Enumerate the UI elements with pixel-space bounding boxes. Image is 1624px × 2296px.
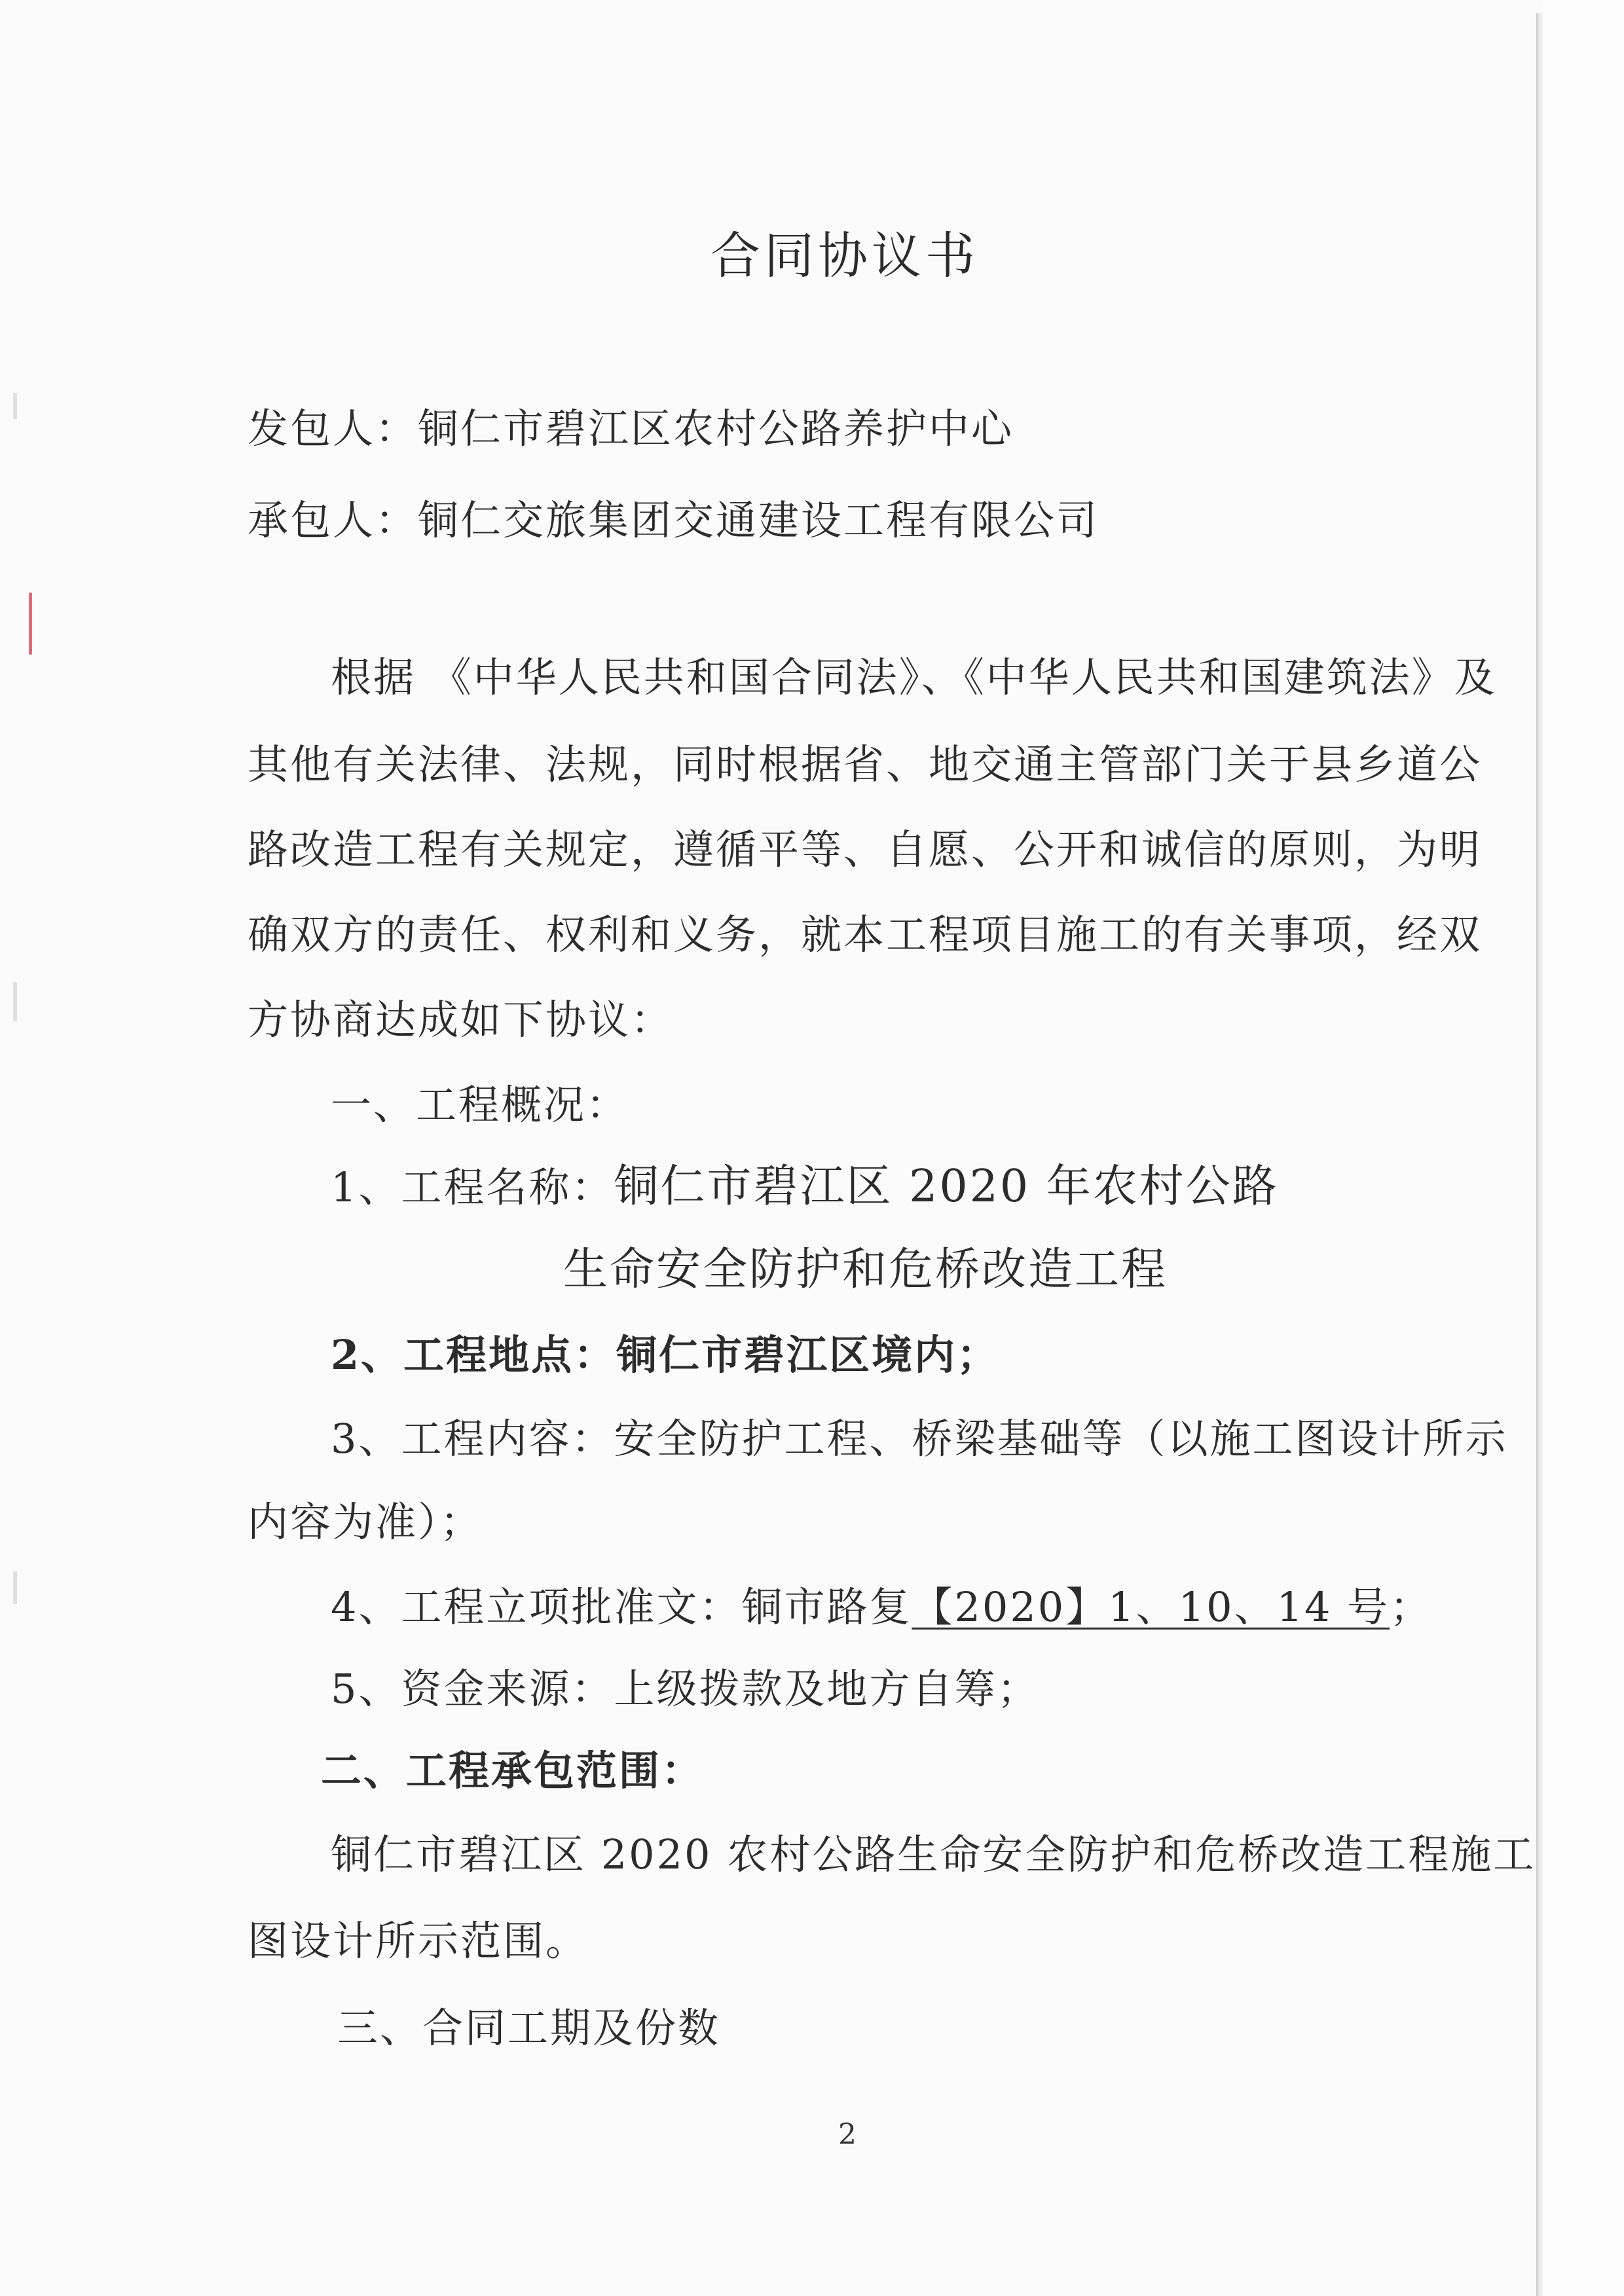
item4-label: 4、工程立项批准文：铜市路复: [331, 1583, 912, 1631]
document-title: 合同协议书: [710, 227, 979, 285]
preamble-line-4: 确双方的责任、权利和义务，就本工程项目施工的有关事项，经双: [248, 911, 1483, 958]
preamble-line-3: 路改造工程有关规定，遵循平等、自愿、公开和诚信的原则，为明: [248, 826, 1483, 873]
adjacent-page: [1543, 0, 1624, 2296]
employer-name: 铜仁市碧江区农村公路养护中心: [418, 405, 1014, 452]
section2-line-1: 铜仁市碧江区 2020 农村公路生命安全防护和危桥改造工程施工: [331, 1831, 1536, 1878]
preamble-line-1: 根据 《中华人民共和国合同法》、《中华人民共和国建筑法》及: [331, 653, 1497, 701]
item1-line: [331, 1161, 1279, 1214]
preamble-line-2: 其他有关法律、法规，同时根据省、地交通主管部门关于县乡道公: [248, 740, 1483, 788]
page-number: 2: [838, 2118, 857, 2151]
item3-line-1: 3、工程内容：安全防护工程、桥梁基础等（以施工图设计所示: [331, 1415, 1508, 1463]
employer-label: 发包人：: [248, 405, 418, 452]
preamble-line-5: 方协商达成如下协议：: [248, 996, 674, 1044]
item1-label: 1、工程名称：: [331, 1163, 614, 1211]
section2-line-2: 图设计所示范围。: [248, 1917, 589, 1965]
contractor-line: [248, 494, 1099, 547]
contractor-name: 铜仁交旅集团交通建设工程有限公司: [418, 496, 1099, 544]
section2-heading: 二、工程承包范围：: [321, 1747, 705, 1795]
employer-line: [248, 403, 1014, 455]
contractor-label: 承包人：: [248, 496, 418, 544]
binding-speck: [13, 393, 17, 419]
section3-heading: 三、合同工期及份数: [337, 2004, 721, 2052]
red-margin-mark: [29, 592, 32, 655]
item3-line-2: 内容为准）；: [248, 1498, 483, 1546]
item2-location: 2、工程地点：铜仁市碧江区境内；: [331, 1331, 1000, 1379]
page-edge-shadow: [1536, 13, 1543, 2296]
item1-value-continued: 生命安全防护和危桥改造工程: [563, 1244, 1168, 1296]
binding-speck: [13, 982, 17, 1021]
item5-funding: 5、资金来源：上级拨款及地方自筹；: [331, 1665, 1040, 1713]
item4-approval-number: 【2020】1、10、14 号: [912, 1583, 1390, 1631]
item1-value: 铜仁市碧江区 2020 年农村公路: [614, 1161, 1279, 1212]
section1-heading: 一、工程概况：: [331, 1081, 629, 1129]
binding-speck: [13, 1571, 17, 1604]
item4-line: [331, 1581, 1432, 1633]
item4-end: ；: [1390, 1583, 1433, 1631]
